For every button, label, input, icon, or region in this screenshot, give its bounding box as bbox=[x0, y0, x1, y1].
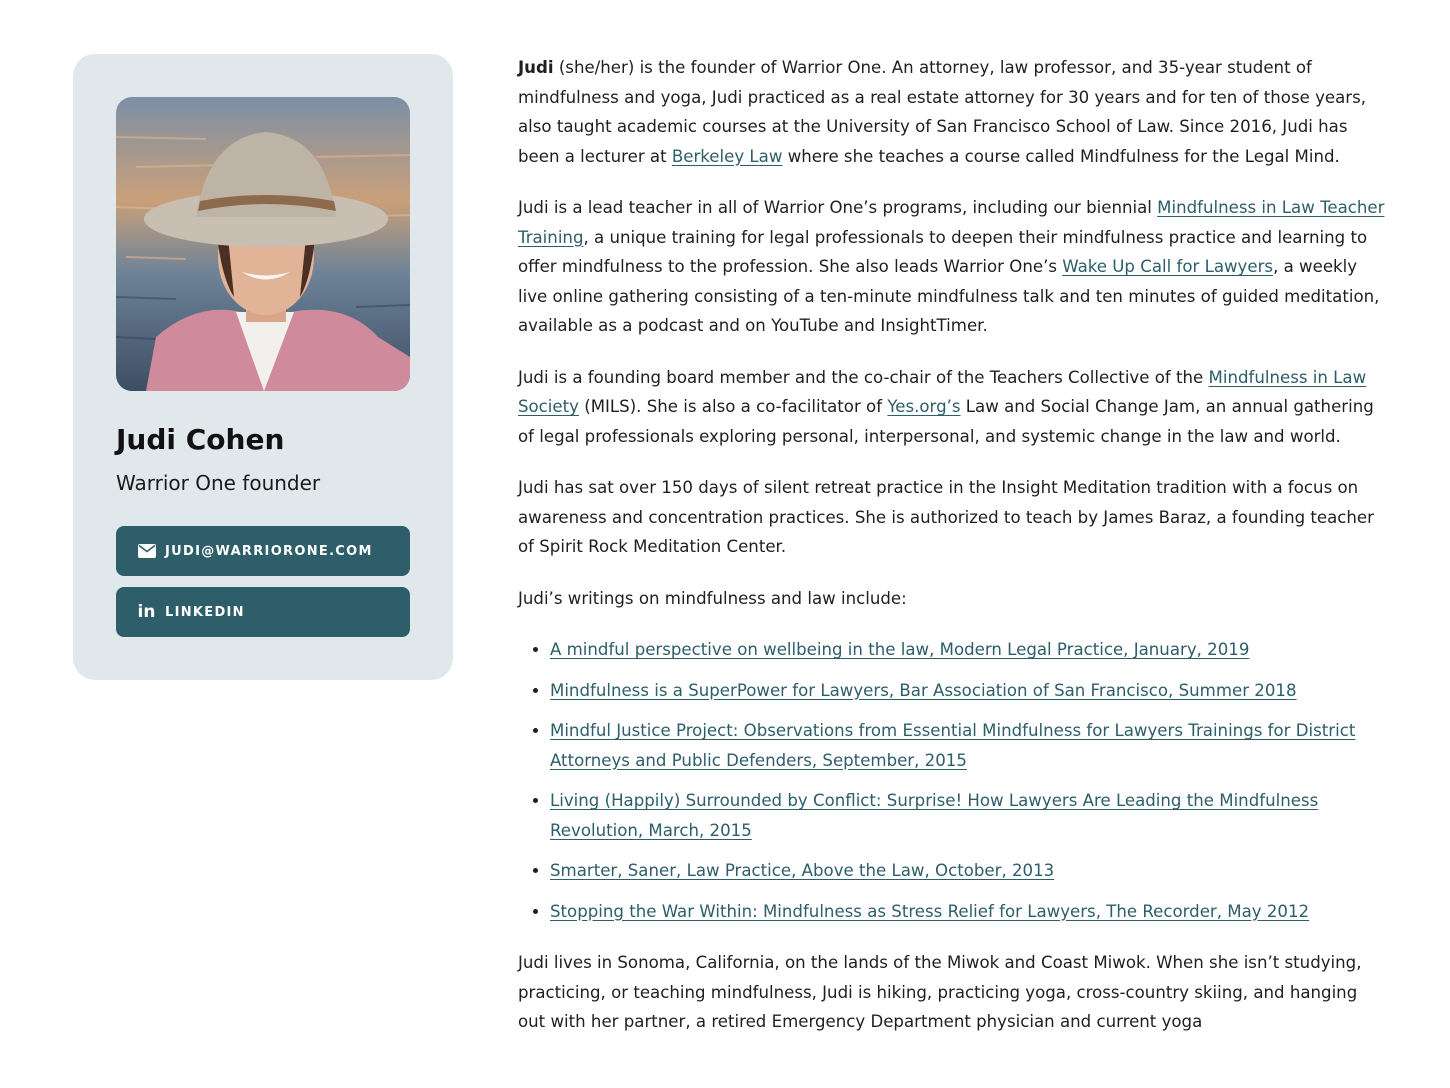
list-item bbox=[550, 635, 1386, 665]
writing-link[interactable]: Stopping the War Within: Mindfulness as Stress Relief for Lawyers, The Recorder, May 2012 bbox=[550, 901, 1310, 921]
writing-link[interactable]: Living (Happily) Surrounded by Conflict: Surprise! How Lawyers Are Leading the Mindfulness Revolution, March, 2015 bbox=[550, 791, 1319, 840]
bio-content bbox=[518, 53, 1386, 1059]
list-item bbox=[550, 716, 1386, 775]
list-item bbox=[550, 897, 1386, 927]
bio-p2-text-b: , a unique training for legal professionals to deepen their mindfulness practice and learning to offer mindfulness to the profession. She also leads Warrior One’s bbox=[518, 227, 1368, 276]
bio-p1-text-b: where she teaches a course called Mindfulness for the Legal Mind. bbox=[782, 146, 1340, 166]
writing-link[interactable]: Mindful Justice Project: Observations from Essential Mindfulness for Lawyers Trainings for District Attorneys and Public Defenders, September, 2015 bbox=[550, 721, 1356, 770]
profile-card bbox=[73, 54, 453, 680]
berkeley-law-link[interactable]: Berkeley Law bbox=[671, 146, 783, 166]
profile-name: Judi Cohen bbox=[116, 423, 285, 456]
bio-paragraph-1 bbox=[518, 53, 1386, 171]
teacher-training-link[interactable]: Mindfulness in Law Teacher Training bbox=[518, 198, 1385, 247]
profile-photo bbox=[116, 97, 410, 391]
list-item bbox=[550, 786, 1386, 845]
bio-paragraph-4: Judi has sat over 150 days of silent retreat practice in the Insight Meditation tradition with a focus on awareness and concentration practices. She is authorized to teach by James Baraz, a founding teacher of Spirit Rock Meditation Center. bbox=[518, 478, 1374, 556]
bio-p1-text-a: (she/her) is the founder of Warrior One. An attorney, law professor, and 35-year student of mindfulness and yoga, Judi practiced as a real estate attorney for 30 years and for ten of those years, also taught academic courses at the University of San Francisco School of Law. Since 2016, Judi has been a lecturer at bbox=[518, 58, 1367, 166]
bio-paragraph-6: Judi lives in Sonoma, California, on the lands of the Miwok and Coast Miwok. When she isn’t studying, practicing, or teaching mindfulness, Judi is hiking, practicing yoga, cross-country skiing, and hanging out with her partner, a retired Emergency Department physician and current yoga bbox=[518, 953, 1362, 1031]
yes-org-link[interactable]: Yes.org’s bbox=[887, 397, 961, 416]
writings-list bbox=[518, 635, 1386, 926]
email-button-label: JUDI@WARRIORONE.COM bbox=[165, 543, 373, 559]
linkedin-button-label: LINKEDIN bbox=[165, 604, 245, 620]
writing-link[interactable]: Mindfulness is a SuperPower for Lawyers, Bar Association of San Francisco, Summer 2018 bbox=[550, 680, 1297, 700]
bio-p2-text-c: , a weekly live online gathering consisting of a ten-minute mindfulness talk and ten minutes of guided meditation, available as a podcast and on YouTube and InsightTimer. bbox=[518, 257, 1380, 335]
writing-link[interactable]: Smarter, Saner, Law Practice, Above the Law, October, 2013 bbox=[550, 861, 1055, 880]
bio-paragraph-3 bbox=[518, 363, 1386, 452]
profile-photo-image bbox=[116, 97, 410, 391]
mils-link[interactable]: Mindfulness in Law Society bbox=[518, 367, 1367, 416]
email-button[interactable] bbox=[116, 526, 410, 576]
envelope-icon bbox=[137, 544, 156, 558]
wake-up-call-link[interactable]: Wake Up Call for Lawyers bbox=[1062, 257, 1274, 276]
bio-paragraph-2 bbox=[518, 193, 1386, 341]
bio-p3-text-c: Law and Social Change Jam, an annual gathering of legal professionals exploring personal, interpersonal, and systemic change in the law and world. bbox=[518, 397, 1374, 446]
bio-name-bold: Judi bbox=[518, 58, 554, 77]
bio-p2-text-a: Judi is a lead teacher in all of Warrior One’s programs, including our biennial bbox=[518, 198, 1158, 217]
linkedin-button[interactable] bbox=[116, 587, 410, 637]
bio-p3-text-b: (MILS). She is also a co-facilitator of bbox=[578, 397, 888, 416]
list-item bbox=[550, 676, 1386, 706]
bio-p3-text-a: Judi is a founding board member and the co-chair of the Teachers Collective of the bbox=[518, 367, 1209, 387]
writing-link[interactable]: A mindful perspective on wellbeing in the law, Modern Legal Practice, January, 2019 bbox=[550, 640, 1250, 659]
profile-role: Warrior One founder bbox=[116, 471, 321, 495]
list-item bbox=[550, 856, 1386, 886]
linkedin-icon: in bbox=[137, 602, 156, 622]
bio-paragraph-5: Judi’s writings on mindfulness and law include: bbox=[518, 588, 907, 608]
